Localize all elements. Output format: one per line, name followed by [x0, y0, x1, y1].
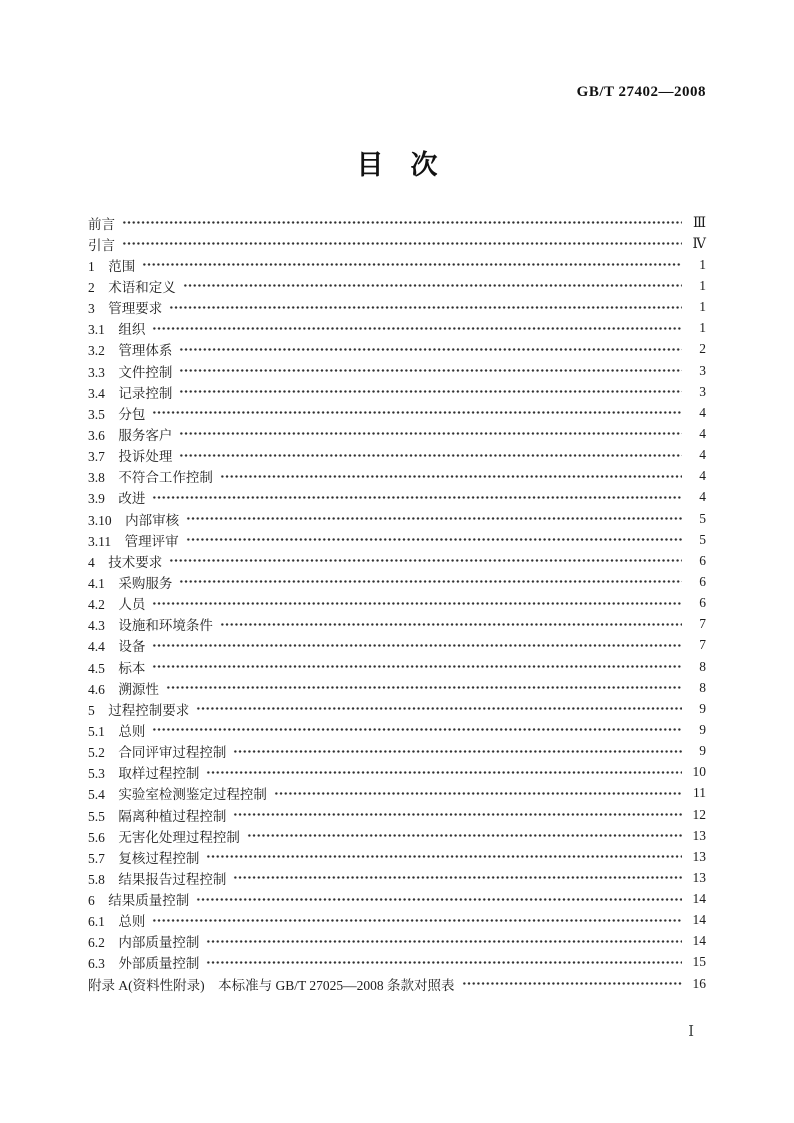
page-title: 目 次: [356, 150, 438, 180]
toc-entry: [88, 952, 706, 973]
toc-entry: [88, 910, 706, 931]
toc-entry: [88, 867, 706, 888]
dot-leader: [247, 829, 682, 842]
toc-entry-label: 6.3 外部质量控制: [88, 956, 200, 972]
dot-leader: [142, 258, 682, 271]
dot-leader: [152, 639, 682, 652]
toc-entry-label: 3.8 不符合工作控制: [88, 470, 213, 486]
toc-entry-page: 16: [692, 975, 706, 991]
toc-entry-label: 3.7 投诉处理: [88, 449, 173, 465]
toc-entry: [88, 825, 706, 846]
toc-entry-page: 6: [699, 552, 706, 568]
dot-leader: [462, 977, 683, 990]
toc-entry-label: 3.10 内部审核: [88, 512, 180, 528]
toc-entry: [88, 741, 706, 762]
toc-entry: [88, 445, 706, 466]
toc-entry-label: 6.2 内部质量控制: [88, 935, 200, 951]
toc-entry: [88, 973, 706, 994]
toc-entry-label: 4.3 设施和环境条件: [88, 618, 213, 634]
toc-entry-label: 4.4 设备: [88, 639, 146, 655]
toc-entry-page: 13: [692, 869, 706, 885]
toc-entry-label: 3.4 记录控制: [88, 385, 173, 401]
toc-entry-label: 3.2 管理体系: [88, 343, 173, 359]
dot-leader: [122, 216, 682, 229]
toc-entry: [88, 931, 706, 952]
toc-entry: [88, 593, 706, 614]
toc-entry: [88, 233, 706, 254]
toc-entry-label: 3.9 改进: [88, 491, 146, 507]
toc-entry-page: 9: [699, 721, 706, 737]
toc-entry-page: 4: [699, 425, 706, 441]
toc-entry-label: 2 术语和定义: [88, 279, 176, 295]
toc-entry-label: 5.5 隔离种植过程控制: [88, 808, 227, 824]
toc-entry: [88, 783, 706, 804]
toc-entry-label: 3.3 文件控制: [88, 364, 173, 380]
dot-leader: [152, 660, 682, 673]
toc-list: [88, 212, 706, 994]
toc-entry: [88, 571, 706, 592]
toc-entry-label: 5.2 合同评审过程控制: [88, 745, 227, 761]
toc-entry-page: 13: [692, 848, 706, 864]
toc-entry-page: 5: [699, 510, 706, 526]
toc-entry-label: 5 过程控制要求: [88, 702, 190, 718]
toc-entry-label: 3.11 管理评审: [88, 533, 179, 549]
toc-entry-page: 5: [699, 531, 706, 547]
toc-entry: [88, 804, 706, 825]
dot-leader: [233, 871, 682, 884]
toc-entry: [88, 423, 706, 444]
toc-entry: [88, 275, 706, 296]
dot-leader: [196, 702, 682, 715]
dot-leader: [169, 554, 682, 567]
dot-leader: [220, 470, 682, 483]
dot-leader: [233, 745, 682, 758]
toc-entry-label: 1 范围: [88, 258, 136, 274]
toc-entry: [88, 656, 706, 677]
footer-page-number: Ⅰ: [688, 1024, 694, 1040]
dot-leader: [206, 956, 682, 969]
toc-entry-label: 5.8 结果报告过程控制: [88, 871, 227, 887]
toc-entry-label: 3.6 服务客户: [88, 427, 173, 443]
dot-leader: [206, 850, 682, 863]
toc-entry-label: 4.1 采购服务: [88, 575, 173, 591]
dot-leader: [169, 301, 682, 314]
toc-entry-label: 5.6 无害化处理过程控制: [88, 829, 240, 845]
dot-leader: [220, 618, 682, 631]
toc-entry: [88, 698, 706, 719]
toc-entry-label: 6.1 总则: [88, 914, 146, 930]
toc-entry-page: 3: [699, 362, 706, 378]
toc-entry-page: 8: [699, 679, 706, 695]
toc-entry-page: 4: [699, 404, 706, 420]
toc-entry-label: 3.5 分包: [88, 406, 146, 422]
dot-leader: [122, 237, 682, 250]
toc-entry: [88, 360, 706, 381]
toc-entry: [88, 889, 706, 910]
toc-entry-label: 5.1 总则: [88, 723, 146, 739]
toc-entry-page: 6: [699, 595, 706, 611]
toc-entry: [88, 762, 706, 783]
toc-entry-page: 14: [692, 912, 706, 928]
toc-entry-label: 5.7 复核过程控制: [88, 850, 200, 866]
toc-entry: [88, 508, 706, 529]
toc-entry-page: 4: [699, 447, 706, 463]
toc-entry-label: 6 结果质量控制: [88, 893, 190, 909]
toc-entry: [88, 297, 706, 318]
toc-entry: [88, 339, 706, 360]
toc-entry-page: 1: [699, 320, 706, 336]
toc-entry: [88, 677, 706, 698]
dot-leader: [179, 385, 682, 398]
toc-entry-label: 附录 A(资料性附录) 本标准与 GB/T 27025—2008 条款对照表: [88, 977, 455, 993]
toc-entry-page: 6: [699, 573, 706, 589]
dot-leader: [179, 343, 682, 356]
dot-leader: [206, 935, 682, 948]
toc-entry-page: 3: [699, 383, 706, 399]
toc-entry-page: 14: [692, 891, 706, 907]
toc-entry-page: 13: [692, 827, 706, 843]
toc-entry: [88, 529, 706, 550]
dot-leader: [152, 406, 682, 419]
dot-leader: [179, 427, 682, 440]
toc-entry: [88, 318, 706, 339]
toc-entry-page: 12: [692, 806, 706, 822]
toc-entry: [88, 212, 706, 233]
toc-entry-label: 4.2 人员: [88, 597, 146, 613]
dot-leader: [186, 533, 682, 546]
toc-entry-label: 4.5 标本: [88, 660, 146, 676]
dot-leader: [233, 808, 682, 821]
dot-leader: [274, 787, 682, 800]
dot-leader: [166, 681, 682, 694]
toc-entry: [88, 254, 706, 275]
toc-entry-label: 前言: [88, 216, 115, 232]
dot-leader: [152, 491, 682, 504]
toc-entry-page: 14: [692, 933, 706, 949]
dot-leader: [179, 364, 682, 377]
toc-entry-page: 9: [699, 700, 706, 716]
dot-leader: [152, 914, 682, 927]
toc-entry-label: 5.4 实验室检测鉴定过程控制: [88, 787, 267, 803]
toc-entry-page: 1: [699, 256, 706, 272]
toc-entry-page: 11: [693, 785, 706, 801]
toc-entry: [88, 550, 706, 571]
dot-leader: [206, 766, 682, 779]
toc-entry: [88, 402, 706, 423]
toc-entry-page: 15: [692, 954, 706, 970]
toc-entry: [88, 614, 706, 635]
toc-entry-label: 3 管理要求: [88, 301, 163, 317]
toc-entry: [88, 487, 706, 508]
dot-leader: [183, 279, 682, 292]
toc-entry-page: 2: [699, 341, 706, 357]
toc-entry-page: Ⅲ: [692, 214, 706, 230]
toc-entry-page: 7: [699, 637, 706, 653]
toc-entry-page: 1: [699, 299, 706, 315]
toc-entry-label: 引言: [88, 237, 115, 253]
toc-entry-label: 4.6 溯源性: [88, 681, 159, 697]
toc-entry-page: 7: [699, 616, 706, 632]
toc-entry-page: 4: [699, 489, 706, 505]
toc-entry-page: 9: [699, 743, 706, 759]
dot-leader: [179, 449, 682, 462]
toc-entry-page: 8: [699, 658, 706, 674]
toc-entry: [88, 635, 706, 656]
toc-entry: [88, 381, 706, 402]
dot-leader: [186, 512, 682, 525]
toc-entry: [88, 466, 706, 487]
toc-entry-label: 5.3 取样过程控制: [88, 766, 200, 782]
dot-leader: [152, 723, 682, 736]
toc-entry-page: 10: [692, 764, 706, 780]
standard-code: GB/T 27402—2008: [576, 84, 706, 100]
dot-leader: [152, 597, 682, 610]
toc-entry-page: Ⅳ: [692, 235, 706, 251]
toc-entry-label: 4 技术要求: [88, 554, 163, 570]
toc-entry: [88, 719, 706, 740]
toc-entry-page: 4: [699, 468, 706, 484]
dot-leader: [179, 575, 682, 588]
dot-leader: [196, 893, 682, 906]
dot-leader: [152, 322, 682, 335]
toc-entry-page: 1: [699, 277, 706, 293]
toc-entry-label: 3.1 组织: [88, 322, 146, 338]
toc-entry: [88, 846, 706, 867]
